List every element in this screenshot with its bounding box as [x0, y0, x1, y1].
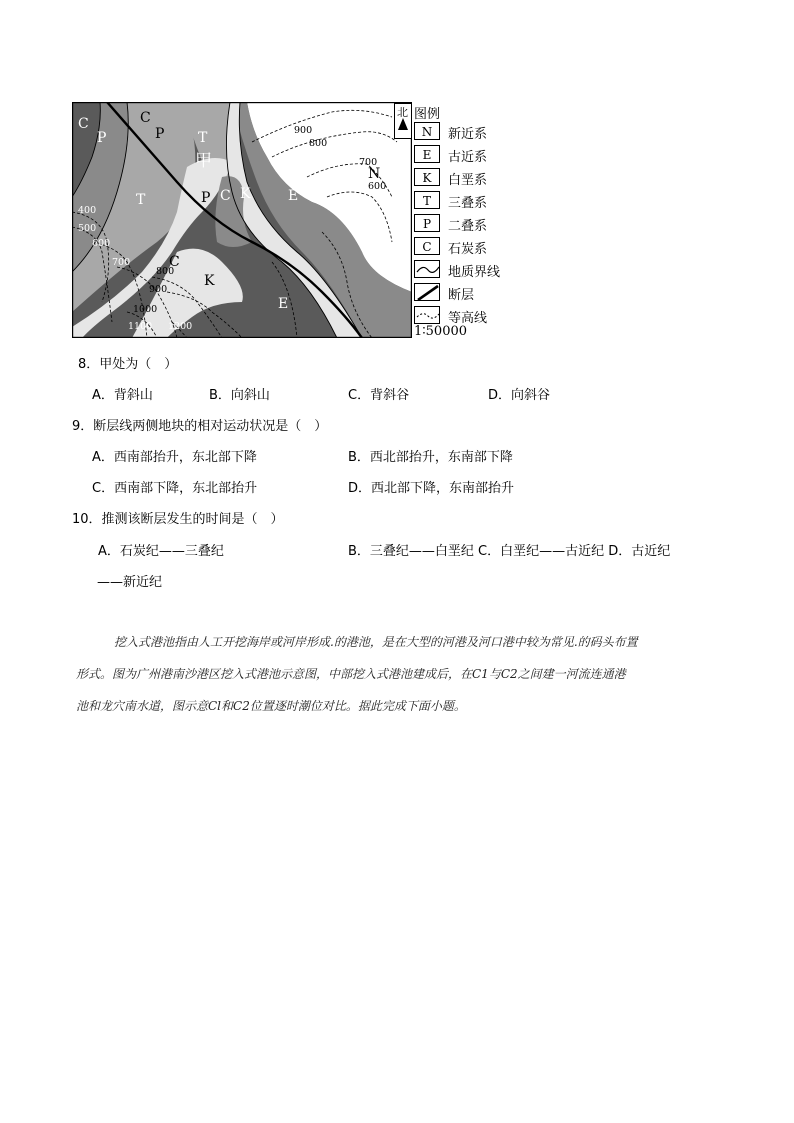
- zone-label: C: [78, 116, 89, 132]
- zone-label: C: [140, 110, 151, 126]
- legend-symbol: N: [414, 122, 440, 140]
- contour-label: 400: [78, 205, 97, 216]
- map-scale: 1∶50000: [414, 324, 468, 339]
- zone-label: N: [368, 166, 381, 182]
- legend-item-p: [414, 214, 534, 234]
- contour-label: 700: [112, 257, 131, 268]
- q10-option-a: A．石炭纪——三叠纪: [98, 544, 224, 559]
- legend-label: 古近系: [448, 150, 488, 165]
- q10-option-d-continued: ——新近纪: [97, 575, 163, 590]
- q8-option-b: B．向斜山: [209, 388, 270, 403]
- legend-item-c: [414, 237, 534, 257]
- contour-label: 500: [78, 223, 97, 234]
- contour-label: 900: [294, 125, 313, 136]
- zone-label: P: [201, 190, 211, 206]
- contour-label: 900: [149, 284, 168, 295]
- legend-label: 断层: [448, 288, 475, 303]
- legend-symbol: E: [414, 145, 440, 163]
- zone-label: P: [97, 130, 107, 146]
- legend-item-k: [414, 168, 534, 188]
- legend-label: 三叠系: [448, 196, 488, 211]
- zone-label: E: [288, 188, 299, 204]
- zone-label: C: [220, 188, 231, 204]
- boundary-line-icon: [414, 260, 440, 278]
- legend-item-boundary: [414, 260, 534, 280]
- legend-item-n: [414, 122, 534, 142]
- legend-label: 二叠系: [448, 219, 488, 234]
- q9-option-b: B．西北部抬升，东南部下降: [348, 450, 513, 465]
- passage-line-1: 挖入式港池指由人工开挖海岸或河岸形成.的港池，是在大型的河港及河口港中较为常见.的码头布置: [114, 635, 638, 649]
- legend-title: 图例: [414, 107, 441, 122]
- legend-symbol: K: [414, 168, 440, 186]
- q8-option-d: D．向斜谷: [488, 388, 551, 403]
- contour-label: 600: [368, 181, 387, 192]
- zone-label: E: [278, 296, 289, 312]
- contour-label: 600: [92, 238, 111, 249]
- map-svg: [72, 102, 412, 338]
- contour-label: 800: [309, 138, 328, 149]
- legend-symbol: T: [414, 191, 440, 209]
- contour-line-icon: [414, 306, 440, 324]
- zone-label: P: [155, 126, 165, 142]
- legend-symbol: C: [414, 237, 440, 255]
- q10-options-bcd: B．三叠纪——白垩纪 C．白垩纪——古近纪 D．古近纪: [348, 544, 671, 559]
- legend-label: 地质界线: [448, 265, 501, 280]
- zone-label: K: [240, 186, 251, 202]
- contour-label: 1000: [133, 304, 158, 315]
- question-8-stem: 8．甲处为（ ）: [78, 357, 178, 372]
- contour-label: 1100: [128, 321, 153, 332]
- contour-label: 800: [156, 266, 175, 277]
- legend-item-t: [414, 191, 534, 211]
- zone-label: T: [198, 130, 208, 146]
- legend-label: 白垩系: [448, 173, 488, 188]
- zone-label: T: [136, 192, 146, 208]
- map-legend: [397, 103, 534, 326]
- question-10-stem: 10．推测该断层发生的时间是（ ）: [72, 512, 284, 527]
- geological-map: [72, 102, 412, 338]
- jia-label: 甲: [195, 151, 212, 171]
- legend-label: 石炭系: [448, 242, 488, 257]
- legend-item-contour: [414, 306, 534, 326]
- passage-line-2: 形式。图为广州港南沙港区挖入式港池示意图，中部挖入式港池建成后，在C1与C2之间建一河流连通港: [76, 667, 626, 681]
- question-9-stem: 9．断层线两侧地块的相对运动状况是（ ）: [72, 419, 328, 434]
- legend-label: 新近系: [448, 127, 488, 142]
- legend-symbol: P: [414, 214, 440, 232]
- legend-item-e: [414, 145, 534, 165]
- q9-option-c: C．西南部下降，东北部抬升: [92, 481, 258, 496]
- north-arrow: [394, 103, 412, 139]
- legend-label: 等高线: [448, 311, 488, 326]
- zone-label: C: [169, 254, 180, 270]
- zone-label: K: [204, 273, 215, 289]
- contour-label: 1200: [168, 321, 193, 332]
- q8-option-a: A．背斜山: [92, 388, 153, 403]
- fault-line-icon: [414, 283, 440, 301]
- q8-option-c: C．背斜谷: [348, 388, 410, 403]
- q9-option-a: A．西南部抬升，东北部下降: [92, 450, 257, 465]
- q9-option-d: D．西北部下降，东南部抬升: [348, 481, 515, 496]
- north-arrow-icon: [398, 118, 408, 130]
- passage-line-3: 池和龙穴南水道，图示意Cl和C2位置逐时潮位对比。据此完成下面小题。: [76, 699, 466, 713]
- legend-item-fault: [414, 283, 534, 303]
- contour-label: 700: [359, 157, 378, 168]
- north-label: 北: [397, 106, 408, 119]
